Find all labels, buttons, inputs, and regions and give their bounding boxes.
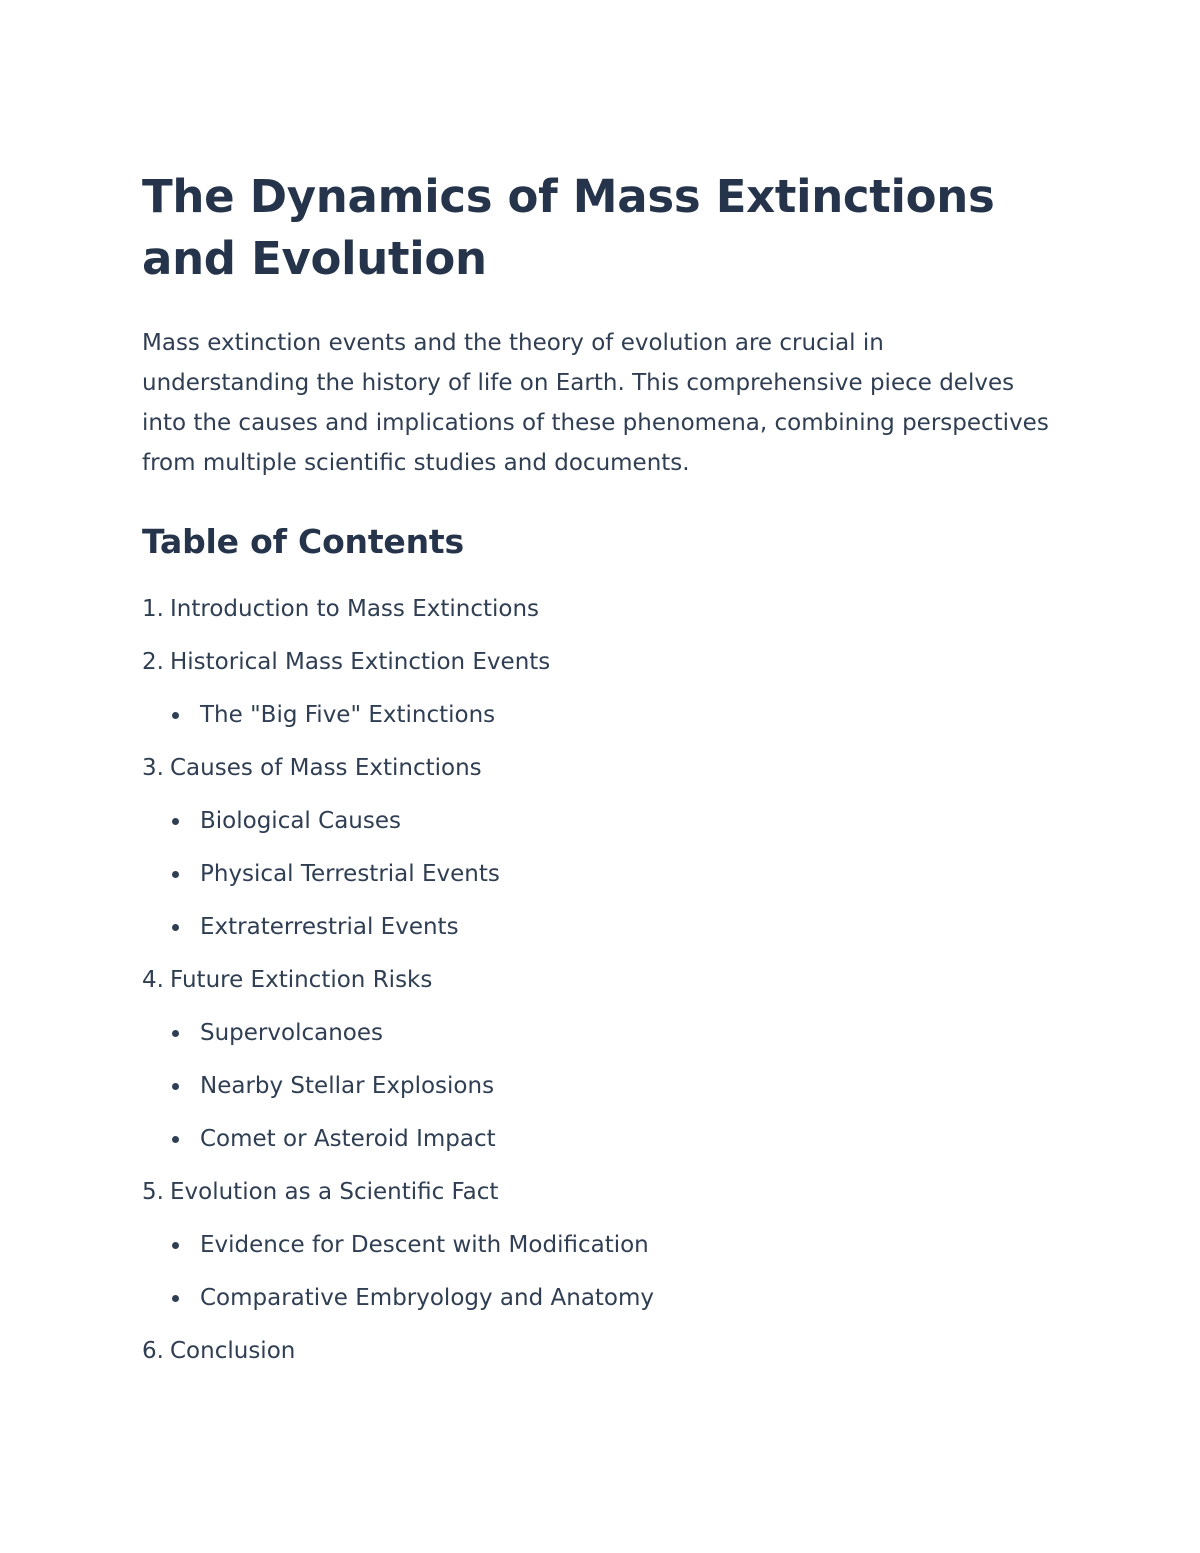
toc-subitem-embryology-anatomy [142, 1272, 1052, 1325]
toc-item-evolution-fact [142, 1166, 1052, 1325]
toc-subitem-asteroid-impact [142, 1113, 1052, 1166]
toc-item-number: 1. [142, 596, 164, 622]
toc-item-label: Causes of Mass Extinctions [170, 755, 482, 781]
document-title: The Dynamics of Mass Extinctions and Evolution [142, 170, 995, 285]
toc-item-historical-events [142, 636, 1052, 742]
toc-subitem-biological-causes [142, 795, 1052, 848]
toc-list [142, 583, 1052, 1378]
toc-item-future-risks [142, 954, 1052, 1166]
toc-sublist [142, 795, 1052, 954]
toc-subitem-supervolcanoes [142, 1007, 1052, 1060]
toc-subitem-physical-terrestrial [142, 848, 1052, 901]
toc-subitem-big-five [142, 689, 1052, 742]
toc-item-number: 6. [142, 1338, 164, 1364]
toc-item-label: Introduction to Mass Extinctions [170, 596, 540, 622]
toc-subitem-label: The "Big Five" Extinctions [200, 702, 496, 728]
toc-sublist [142, 689, 1052, 742]
bullet-icon [172, 924, 179, 931]
toc-subitem-stellar-explosions [142, 1060, 1052, 1113]
bullet-icon [172, 1083, 179, 1090]
toc-item-introduction [142, 583, 1052, 636]
toc-subitem-extraterrestrial [142, 901, 1052, 954]
toc-sublist [142, 1007, 1052, 1166]
bullet-icon [172, 871, 179, 878]
toc-subitem-label: Comparative Embryology and Anatomy [200, 1285, 655, 1311]
intro-paragraph: Mass extinction events and the theory of evolution are crucial in understanding the history of life on Earth. This comprehensive piece delves into the causes and implications of these phenomena, combining perspectives from multiple scientific studies and documents. [142, 330, 1049, 476]
toc-subitem-descent-evidence [142, 1219, 1052, 1272]
toc-subitem-label: Extraterrestrial Events [200, 914, 459, 940]
toc-item-label: Conclusion [170, 1338, 296, 1364]
toc-item-label: Historical Mass Extinction Events [170, 649, 551, 675]
toc-sublist [142, 1219, 1052, 1325]
toc-item-conclusion [142, 1325, 1052, 1378]
toc-item-number: 4. [142, 967, 164, 993]
bullet-icon [172, 1295, 179, 1302]
document-page [142, 166, 1052, 1378]
toc-item-number: 2. [142, 649, 164, 675]
bullet-icon [172, 1030, 179, 1037]
toc-item-label: Evolution as a Scientific Fact [170, 1179, 499, 1205]
bullet-icon [172, 818, 179, 825]
toc-item-label: Future Extinction Risks [170, 967, 433, 993]
toc-heading: Table of Contents [142, 522, 464, 561]
toc-subitem-label: Physical Terrestrial Events [200, 861, 500, 887]
toc-item-number: 5. [142, 1179, 164, 1205]
toc-item-causes [142, 742, 1052, 954]
bullet-icon [172, 1242, 179, 1249]
toc-item-number: 3. [142, 755, 164, 781]
bullet-icon [172, 1136, 179, 1143]
toc-subitem-label: Supervolcanoes [200, 1020, 383, 1046]
toc-subitem-label: Evidence for Descent with Modification [200, 1232, 649, 1258]
toc-subitem-label: Biological Causes [200, 808, 401, 834]
bullet-icon [172, 712, 179, 719]
toc-subitem-label: Nearby Stellar Explosions [200, 1073, 495, 1099]
toc-subitem-label: Comet or Asteroid Impact [200, 1126, 496, 1152]
